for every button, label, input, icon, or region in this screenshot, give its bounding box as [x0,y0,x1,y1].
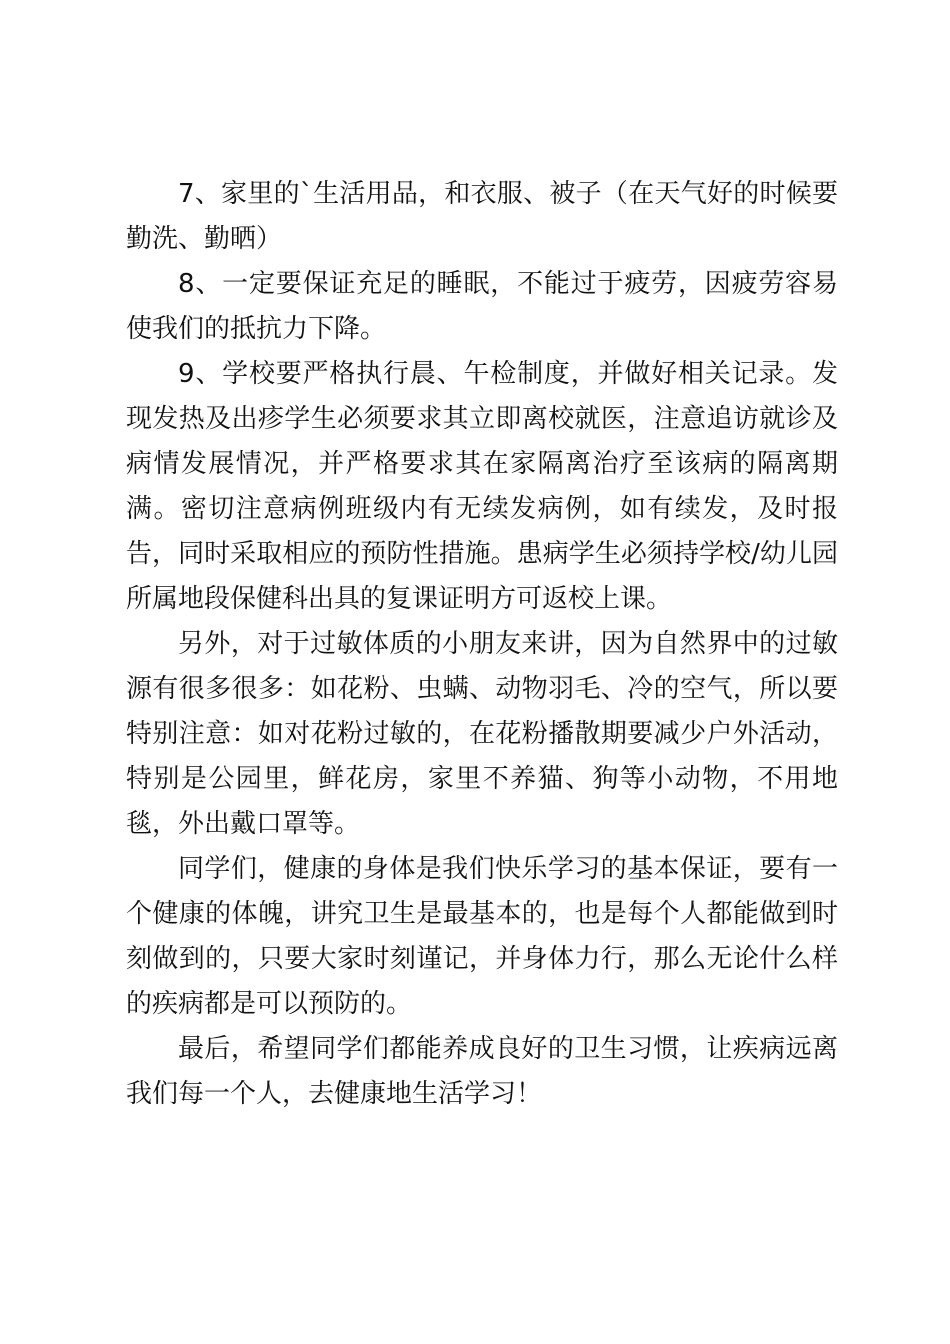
document-body [126,172,838,1117]
paragraph-allergy: 另外，对于过敏体质的小朋友来讲，因为自然界中的过敏源有很多很多：如花粉、虫螨、动物羽毛、冷的空气，所以要特别注意：如对花粉过敏的，在花粉播散期要减少户外活动，特别是公园里，鲜花房，家里不养猫、狗等小动物，不用地毯，外出戴口罩等。 [126,629,838,839]
paragraph-item-8: 8、一定要保证充足的睡眠，不能过于疲劳，因疲劳容易使我们的抵抗力下降。 [126,269,838,344]
paragraph-item-9: 9、学校要严格执行晨、午检制度，并做好相关记录。发现发热及出疹学生必须要求其立即离校就医，注意追访就诊及病情发展情况，并严格要求其在家隔离治疗至该病的隔离期满。密切注意病例班级内有无续发病例，如有续发，及时报告，同时采取相应的预防性措施。患病学生必须持学校/幼儿园所属地段保健科出具的复课证明方可返校上课。 [126,359,838,614]
paragraph-item-7: 7、家里的`生活用品，和衣服、被子（在天气好的时候要勤洗、勤晒） [126,179,838,254]
paragraph-students: 同学们，健康的身体是我们快乐学习的基本保证，要有一个健康的体魄，讲究卫生是最基本的，也是每个人都能做到时刻做到的，只要大家时刻谨记，并身体力行，那么无论什么样的疾病都是可以预防的。 [126,854,838,1019]
paragraph-conclusion: 最后，希望同学们都能养成良好的卫生习惯，让疾病远离我们每一个人，去健康地生活学习！ [126,1034,838,1109]
